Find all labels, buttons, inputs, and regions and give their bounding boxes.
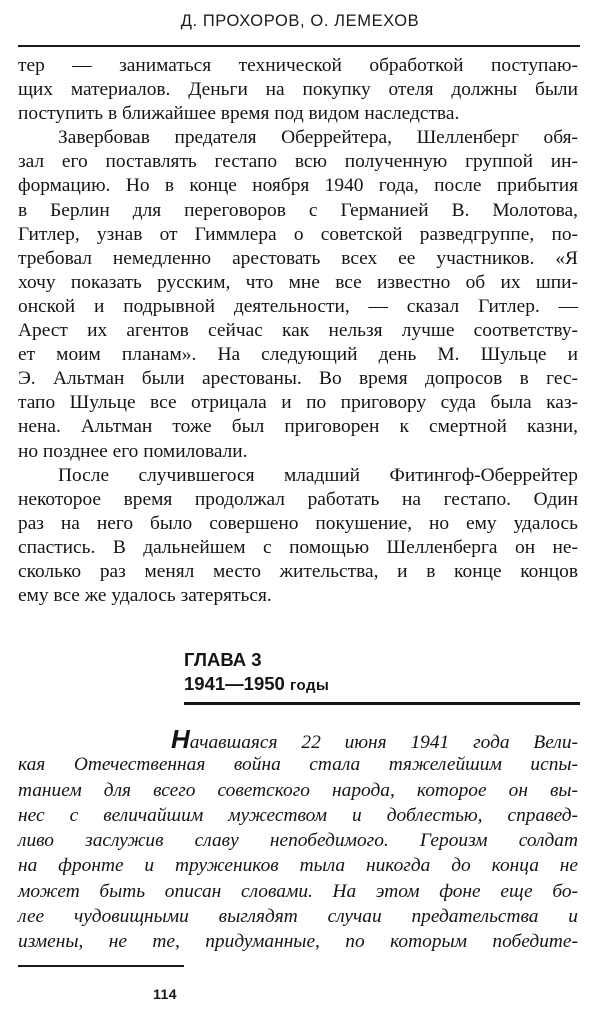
text-line: зал его поставлять гестапо всю полученную группой ин- bbox=[18, 151, 578, 173]
chapter-label: ГЛАВА 3 bbox=[184, 649, 262, 670]
text-line: на фронте и тружеников тыла никогда до конца не bbox=[18, 855, 578, 877]
text-line: Гитлер, узнав от Гиммлера о советской разведгруппе, по- bbox=[18, 223, 578, 245]
text-line: но позднее его помиловали. bbox=[18, 440, 248, 462]
chapter-rule bbox=[184, 702, 580, 705]
text-line: кая Отечественная война стала тяжелейшим испы- bbox=[18, 754, 578, 776]
text-line bbox=[18, 724, 578, 754]
running-header: Д. ПРОХОРОВ, О. ЛЕМЕХОВ bbox=[180, 12, 420, 30]
text-line: Завербовав предателя Оберрейтера, Шелленберг обя- bbox=[58, 127, 578, 149]
text-line: поступить в ближайшее время под видом наследства. bbox=[18, 103, 460, 125]
text-line: тапо Шульце все отрицала и по приговору суда была каз- bbox=[18, 392, 578, 414]
text-line: тер — заниматься технической обработкой поступаю- bbox=[18, 55, 578, 76]
text-line: требовал немедленно арестовать всех ее участников. «Я bbox=[18, 247, 578, 269]
text-line: сколько раз менял место жительства, и в конце концов bbox=[18, 560, 578, 582]
text-line: формацию. Но в конце ноября 1940 года, после прибытия bbox=[18, 175, 578, 197]
text-line: раз на него было совершено покушение, но ему удалось bbox=[18, 512, 578, 534]
chapter-years-range: 1941—1950 bbox=[184, 673, 285, 694]
text-line: танием для всего советского народа, которое он вы- bbox=[18, 779, 578, 801]
chapter-years-word: годы bbox=[289, 677, 330, 694]
footnote-rule bbox=[18, 965, 184, 967]
text-line: может быть описан словами. На этом фоне еще бо- bbox=[18, 880, 578, 902]
text-line: онской и подрывной деятельности, — сказал Гитлер. — bbox=[18, 295, 578, 317]
page-number: 114 bbox=[153, 986, 177, 1002]
text-line: хочу показать русским, что мне все известно об их шпи- bbox=[18, 271, 578, 293]
text-line: щих материалов. Деньги на покупку отеля должны были bbox=[18, 79, 578, 101]
body-text bbox=[18, 54, 578, 608]
chapter-years bbox=[184, 672, 580, 698]
text-line: лее чудовищными выглядят случаи предательства и bbox=[18, 906, 578, 928]
text-line: некоторое время продолжал работать на гестапо. Один bbox=[18, 488, 578, 510]
first-line-rest: ачавшаяся 22 июня 1941 года Вели- bbox=[189, 732, 578, 753]
text-line: измены, не те, придуманные, по которым победите- bbox=[18, 931, 578, 953]
text-line: нес с величайшим мужеством и доблестью, справед- bbox=[18, 804, 578, 826]
text-line: Арест их агентов сейчас как нельзя лучше соответству- bbox=[18, 320, 578, 342]
chapter-heading bbox=[184, 648, 580, 698]
header-rule bbox=[18, 45, 580, 47]
text-line: нена. Альтман тоже был приговорен к смертной казни, bbox=[18, 416, 578, 438]
text-line: После случившегося младший Фитингоф-Оберрейтер bbox=[58, 464, 578, 486]
text-line: Э. Альтман были арестованы. Во время допросов в гес- bbox=[18, 368, 578, 390]
text-line: ливо заслужив славу непобедимого. Героизм солдат bbox=[18, 830, 578, 852]
text-line: ему все же удалось затеряться. bbox=[18, 585, 272, 607]
text-line: спастись. В дальнейшем с помощью Шелленберга он не- bbox=[18, 536, 578, 558]
dropcap: Н bbox=[171, 724, 190, 754]
text-line: в Берлин для переговоров с Германией В. Молотова, bbox=[18, 199, 578, 221]
text-line: ет моим планам». На следующий день М. Шульце и bbox=[18, 344, 578, 366]
italic-section bbox=[18, 724, 578, 955]
